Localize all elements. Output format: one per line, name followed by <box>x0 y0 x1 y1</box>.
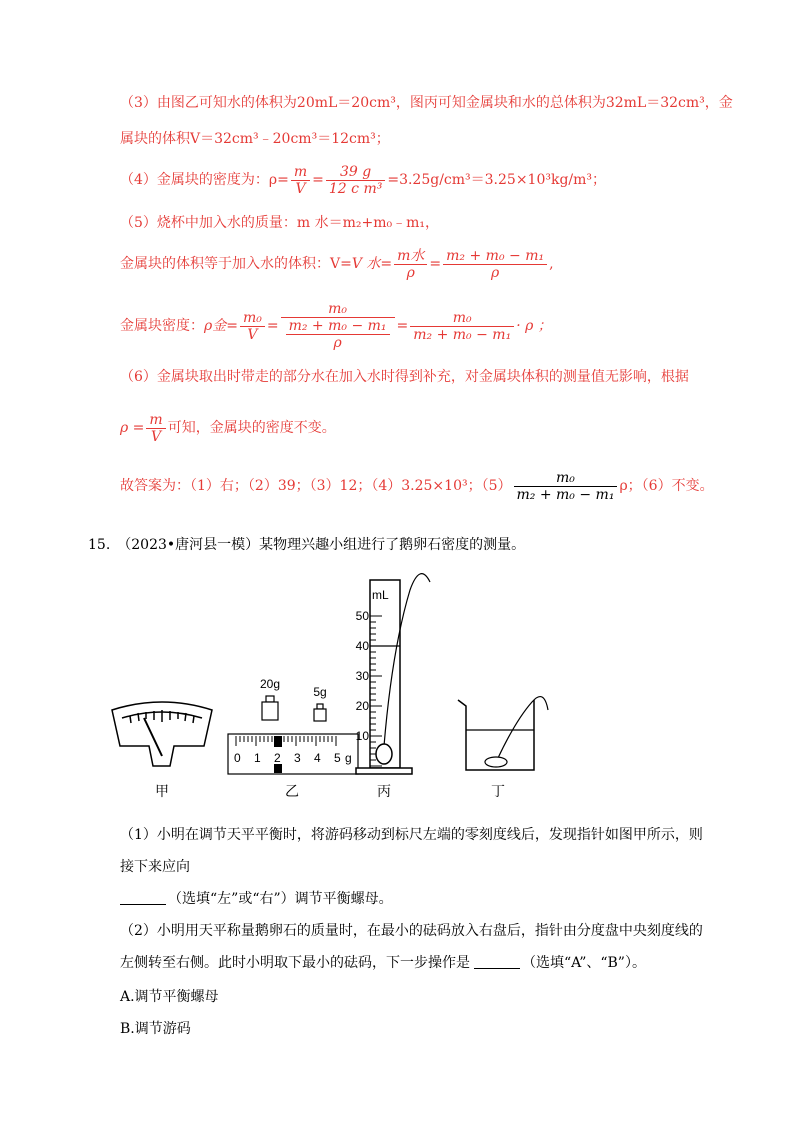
tick-1: 1 <box>254 751 261 765</box>
weight-label-5g: 5g <box>313 685 327 699</box>
solution-step6-line2: ρ = $\frac{m}{V}$ 可知，金属块的密度不变。 <box>120 411 336 445</box>
question-header: 15. （2023•唐河县一模）某物理兴趣小组进行了鹅卵石密度的测量。 <box>88 537 526 553</box>
solution-step5-line2: 金属块的体积等于加入水的体积：V=V 水= $\frac{\text{m水}}{\rho}$ = $\frac{\text{m₂ + m₀ − m₁}}{\rho}$ , <box>120 247 554 281</box>
tick-4: 4 <box>314 751 321 765</box>
solution-step4: （4）金属块的密度为：ρ= $\frac{m}{V}$ = $\frac{39 g}{\text{12 c m³}}$ =3.25g/cm³＝3.25×10³kg/m³； <box>120 163 607 197</box>
rider-bottom <box>274 764 282 773</box>
cyl-tick-40: 40 <box>355 639 369 653</box>
tick-3: 3 <box>294 751 301 765</box>
solution-step5-density: 金属块密度：ρ金= $\frac{\text{m₀}}{V}$ = $\frac{\text{m₀}}{\frac{\text{m₂ + m₀ − m₁}}{\rho}}$ = $\frac{\text{m₀}}{\text{m₂ + m₀ − m₁}}$ · ρ ； <box>120 301 552 351</box>
fig-label-bing: 丙 <box>377 783 391 799</box>
solution-step3-line1: （3）由图乙可知水的体积为20mL＝20cm³，图丙可知金属块和水的总体积为32mL＝32cm³，金 <box>120 95 733 111</box>
rider-top <box>274 736 282 747</box>
tick-5: 5 <box>334 751 341 765</box>
solution-step3-line2: 属块的体积V＝32cm³﹣20cm³＝12cm³； <box>120 131 390 147</box>
weight-5g-icon <box>314 704 326 721</box>
complex-fraction: $\frac{\text{m₀}}{\frac{\text{m₂ + m₀ − m₁}}{\rho}}$ <box>281 301 395 351</box>
answer-blank-1[interactable] <box>120 890 166 905</box>
cyl-tick-30: 30 <box>355 669 369 683</box>
weight-label-20g: 20g <box>259 677 281 691</box>
weights-and-rule-figure <box>228 677 358 774</box>
fraction-expr-over-rho: $\frac{\text{m₂ + m₀ − m₁}}{\rho}$ <box>443 248 547 281</box>
tick-0: 0 <box>234 751 241 765</box>
fig-label-jia: 甲 <box>155 783 169 799</box>
fraction-39g-over-12cm3: $\frac{39 g}{\text{12 c m³}}$ <box>326 164 385 197</box>
q1-line3: （选填“左”或“右”）调节平衡螺母。 <box>120 890 393 908</box>
weight-20g-icon <box>262 696 278 720</box>
graduated-cylinder-figure <box>356 574 430 774</box>
option-a: A.调节平衡螺母 <box>120 989 219 1005</box>
answer-blank-2[interactable] <box>474 954 520 969</box>
cyl-tick-10: 10 <box>355 729 369 743</box>
cyl-tick-20: 20 <box>355 699 369 713</box>
balance-dial-figure <box>112 702 212 766</box>
fraction-mw-over-rho: $\frac{\text{m水}}{\rho}$ <box>394 248 427 281</box>
tick-unit: g <box>345 751 352 765</box>
tick-2: 2 <box>274 751 281 765</box>
beaker-figure <box>458 697 548 770</box>
option-b: B.调节游码 <box>120 1021 191 1037</box>
fig-label-yi: 乙 <box>285 783 299 799</box>
experiment-figure <box>0 560 800 800</box>
step4-result: =3.25g/cm³＝3.25×10³kg/m³； <box>387 172 607 188</box>
beaker-pebble-icon <box>485 757 507 767</box>
q1-line1: （1）小明在调节天平平衡时，将游码移动到标尺左端的零刻度线后，发现指针如图甲所示，则 <box>120 827 703 843</box>
cyl-tick-50: 50 <box>355 609 369 623</box>
q2-line2: 左侧转至右侧。此时小明取下最小的砝码，下一步操作是 （选填“A”、“B”）。 <box>120 955 646 971</box>
pebble-icon <box>376 744 392 764</box>
solution-step6-line1: （6）金属块取出时带走的部分水在加入水时得到补充，对金属块体积的测量值无影响，根据 <box>120 369 689 385</box>
cylinder-unit: mL <box>372 588 389 602</box>
q2-line1: （2）小明用天平称量鹅卵石的质量时，在最小的砝码放入右盘后，指针由分度盘中央刻度线的 <box>120 923 703 939</box>
step4-prefix: （4）金属块的密度为：ρ= <box>120 172 289 188</box>
fraction-m-over-v: $\frac{m}{V}$ <box>291 164 310 197</box>
fig-label-ding: 丁 <box>491 783 505 799</box>
solution-step5-line1: （5）烧杯中加入水的质量：m 水＝m₂+m₀﹣m₁， <box>120 215 440 231</box>
answer-summary: 故答案为：（1）右；（2）39；（3）12；（4）3.25×10³；（5） $\frac{\text{m₀}}{\text{m₂ + m₀ − m₁}}$ ρ；（6）不变。 <box>120 469 714 503</box>
q1-line2: 接下来应向 <box>120 859 190 875</box>
